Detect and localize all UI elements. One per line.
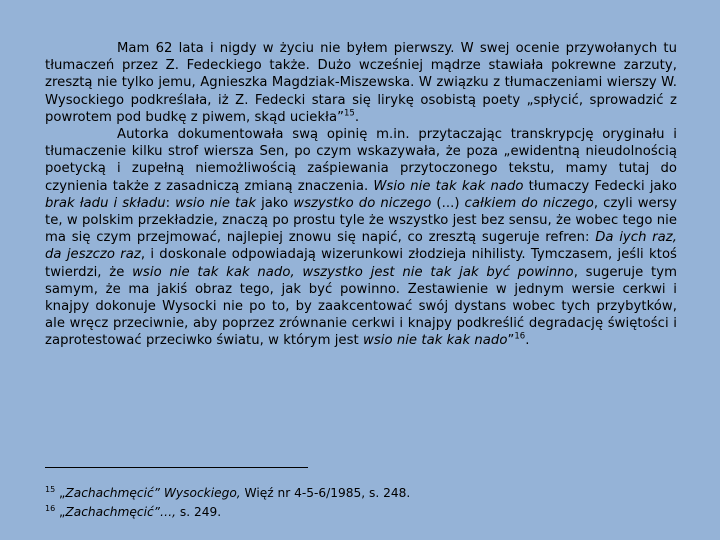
- footnote-source: Więź nr 4-5-6/1985, s. 248.: [240, 486, 411, 500]
- footnote-title: Zachachmęcić” Wysockiego,: [65, 486, 241, 500]
- paragraph-1-end: .: [354, 109, 360, 125]
- footnotes: [45, 484, 675, 522]
- refrain-phrase: Da iych raz, da jeszczo raz: [45, 230, 677, 263]
- closing-quote: ”: [507, 333, 515, 349]
- footnote-lead: „: [55, 486, 66, 500]
- russian-phrase: wsio nie tak: [175, 195, 257, 211]
- paragraph-2-text: tłumaczy Fedecki jako: [523, 178, 678, 194]
- paragraph-2-text: , i doskonale odpowiadają wizerunkowi złodzieja nihilisty. Tymczasem, jeśli ktoś twierdzi, że: [45, 247, 677, 280]
- paragraph-2-text: Autorka dokumentowała swą opinię m.in. przytaczając transkrypcję oryginału i tłumaczenie kilku strof wiersza Sen, po czym wskazywała, że poza „ewidentną nieudolnością poetycką i zupełną niemożliwością zaśpiewania przytoczonego tekstu, mamy tutaj do czynienia także z zasadniczą zmianą znaczenia.: [45, 127, 677, 194]
- paragraph-2: [45, 126, 677, 350]
- translation-phrase: wszystko do niczego: [293, 195, 432, 211]
- footnote-ref-15[interactable]: 15: [343, 108, 355, 119]
- document-body: [45, 40, 677, 350]
- paragraph-2-text: (...): [431, 195, 465, 211]
- footnote-lead: „: [55, 505, 66, 519]
- russian-phrase: Wsio nie tak kak nado: [373, 178, 524, 194]
- paragraph-1-text: Mam 62 lata i nigdy w życiu nie byłem pierwszy. W swej ocenie przywołanych tu tłumaczeń przez Z. Fedeckiego także. Dużo wcześniej mądrze stawiała pokrewne zarzuty, zresztą nie tylko jemu, Agnieszka Magdziak-Miszewska. W związku z tłumaczeniami wierszy W. Wysockiego podkreślała, iż Z. Fedecki stara się lirykę osobistą poety „spłycić, sprowadzić z powrotem pod budkę z piwem, skąd uciekła”: [45, 41, 677, 125]
- footnote-source: s. 249.: [176, 505, 222, 519]
- footnote-ref-16[interactable]: 16: [514, 332, 526, 343]
- footnote-separator: [45, 467, 308, 468]
- paragraph-2-text: , sugeruje tym samym, że ma jakiś obraz tego, jak być powinno. Zestawienie w jednym wersie cerkwi i knajpy dokonuje Wysocki nie po to, by zaakcentować swój dystans wobec tych przybytków, ale wręcz przeciwnie, aby poprzez zrównanie cerkwi i knajpy podkreślić degradację świętości i zaprotestować przeciwko światu, w którym jest: [45, 264, 677, 349]
- footnote-16: [45, 503, 675, 522]
- translation-phrase: brak ładu i składu: [45, 195, 166, 211]
- translation-phrase: całkiem do niczego: [464, 195, 594, 211]
- russian-phrase: wsio nie tak kak nado: [362, 333, 508, 349]
- paragraph-1: [45, 40, 677, 126]
- footnote-number: 15: [45, 484, 56, 494]
- footnote-title: Zachachmęcić”…,: [65, 505, 177, 519]
- russian-phrase: wsio nie tak kak nado, wszystko jest nie tak jak być powinno: [132, 264, 574, 280]
- paragraph-2-end: .: [525, 333, 530, 349]
- footnote-number: 16: [45, 503, 56, 513]
- paragraph-2-text: , czyli wersy te, w polskim przekładzie, znaczą po prostu tyle że wszystko jest bez sensu, że wobec tego nie ma się czym przejmować, najlepiej znowu się napić, co zresztą sugeruje refren:: [45, 195, 677, 246]
- footnote-15: [45, 484, 675, 503]
- paragraph-2-text: :: [165, 195, 176, 211]
- paragraph-2-text: jako: [256, 195, 294, 211]
